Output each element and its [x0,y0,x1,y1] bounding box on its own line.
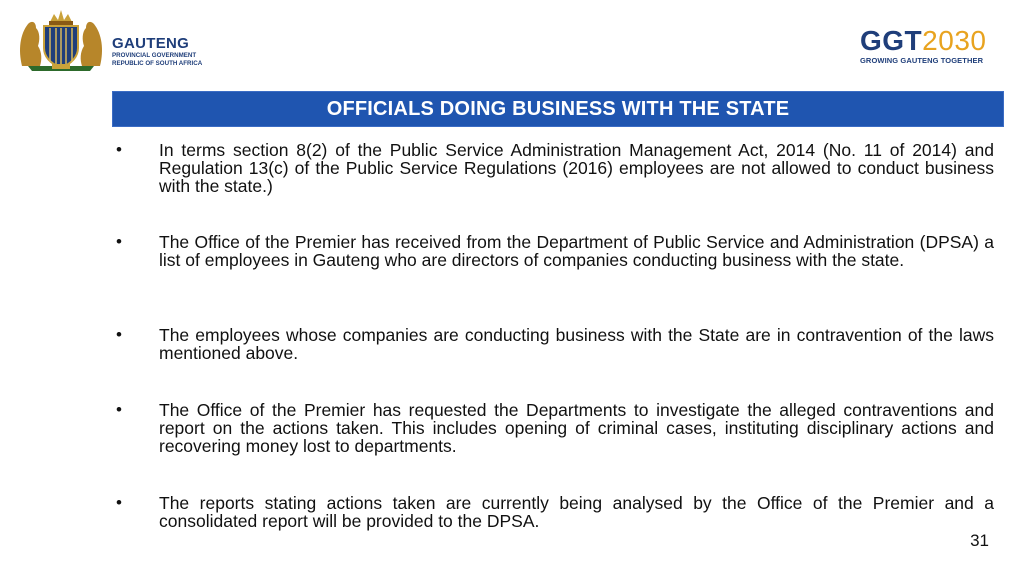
gauteng-subtitle-1: PROVINCIAL GOVERNMENT [112,52,197,59]
bullet-marker: • [116,400,122,419]
bullet-marker: • [116,325,122,344]
bullet-marker: • [116,232,122,251]
bullet-marker: • [116,140,122,159]
bullet-text: The Office of the Premier has received from the Department of Public Service and Administration (DPSA) a list of employees in Gauteng who are directors of companies conducting business with the state. [159,232,994,270]
slide-title-bar [112,91,1004,127]
ggt2030-logo [860,26,1000,70]
ggt-tagline: GROWING GAUTENG TOGETHER [860,56,984,65]
ggt-year: 2030 [922,25,987,56]
bullet-marker: • [116,493,122,512]
slide-title: OFFICIALS DOING BUSINESS WITH THE STATE [326,97,790,120]
gauteng-subtitle-2: REPUBLIC OF SOUTH AFRICA [112,60,203,67]
bullet-text: The Office of the Premier has requested the Departments to investigate the alleged contraventions and report on the actions taken. This includes opening of criminal cases, instituting disciplinary actions and recovering money lost to departments. [159,400,994,456]
page-number: 31 [970,531,989,550]
coat-of-arms-icon [14,6,108,72]
ggt-text: GGT [860,25,923,56]
bullet-text: In terms section 8(2) of the Public Service Administration Management Act, 2014 (No. 11 of 2014) and Regulation 13(c) of the Public Service Regulations (2016) employees are not allowed to conduct business with the state.) [159,140,994,196]
gauteng-name: GAUTENG [112,35,190,52]
bullet-text: The employees whose companies are conducting business with the State are in contravention of the laws mentioned above. [159,325,994,363]
bullet-text: The reports stating actions taken are currently being analysed by the Office of the Premier and a consolidated report will be provided to the DPSA. [159,493,994,531]
gauteng-logo [14,6,214,72]
